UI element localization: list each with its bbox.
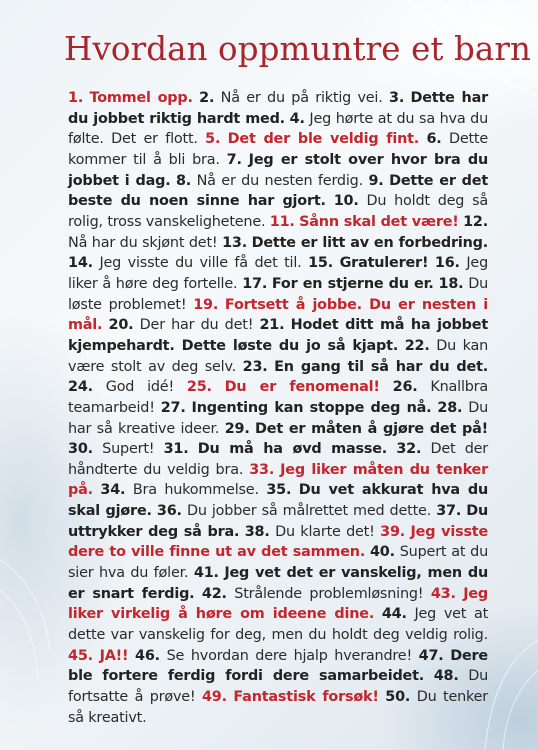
phrase-number: 9. — [368, 172, 384, 189]
encouragement-list — [68, 88, 488, 728]
phrase-text: Ingenting kan stoppe deg nå. — [191, 399, 432, 416]
phrase-item — [164, 441, 387, 457]
phrase-item — [187, 379, 380, 395]
phrase-number: 14. — [68, 255, 93, 272]
phrase-number: 13. — [222, 234, 247, 251]
phrase-text: Nå har du skjønt det! — [68, 234, 218, 251]
phrase-number: 21. — [259, 317, 285, 334]
phrase-number: 42. — [201, 585, 227, 602]
phrase-number: 32. — [396, 441, 422, 458]
phrase-text: Supert at du sier hva du føler. — [68, 544, 489, 582]
phrase-text: For en stjerne du er. — [271, 275, 434, 292]
phrase-text: Nå er du på riktig vei. — [220, 90, 383, 106]
phrase-number: 5. — [205, 131, 221, 148]
phrase-text: Tommel opp. — [89, 90, 193, 106]
phrase-number: 12. — [463, 213, 488, 230]
phrase-text: Du har så kreative ideer. — [68, 399, 489, 437]
phrase-text: Strålende problemløsning! — [234, 585, 424, 602]
phrase-number: 1. — [68, 90, 84, 106]
phrase-text: Du må ha øvd masse. — [197, 441, 388, 458]
phrase-number: 40. — [369, 544, 395, 561]
phrase-number: 15. — [308, 255, 333, 272]
phrase-number: 24. — [68, 379, 93, 396]
phrase-item — [176, 173, 363, 189]
phrase-number: 43. — [430, 585, 456, 602]
phrase-text: Du tenker så kreativt. — [68, 689, 489, 726]
phrase-text: Det er måten å gjøre det på! — [255, 420, 488, 437]
phrase-text: Jeg liker å høre deg fortelle. — [68, 255, 489, 292]
phrase-item — [109, 317, 254, 333]
phrase-text: Der har du det! — [139, 317, 254, 334]
phrase-text: Sånn skal det være! — [299, 213, 459, 230]
phrase-number: 27. — [160, 399, 186, 416]
page-title: Hvordan oppmuntre et barn — [64, 30, 532, 68]
phrase-item — [270, 214, 459, 230]
phrase-item — [205, 131, 419, 147]
phrase-text: Hodet ditt må ha jobbet kjempehardt. Dette løste du jo så kjapt. — [68, 317, 488, 354]
phrase-text: Bra hukommelse. — [132, 482, 259, 499]
phrase-text: Jeg liker virkelig å høre om ideene dine. — [68, 585, 489, 623]
phrase-text: Knallbra teamarbeid! — [68, 379, 489, 416]
phrase-number: 3. — [389, 90, 405, 106]
phrase-text: Jeg er stolt over hvor bra du jobbet i dag. — [68, 151, 488, 189]
phrase-number: 19. — [193, 296, 219, 313]
phrase-number: 36. — [156, 503, 182, 520]
phrase-number: 31. — [163, 441, 189, 458]
phrase-number: 2. — [199, 90, 215, 106]
phrase-number: 37. — [436, 503, 462, 520]
phrase-item — [245, 524, 375, 540]
phrase-text: Jeg visste dere to ville finne ut av det sammen. — [68, 523, 489, 561]
phrase-text: Fantastisk forsøk! — [233, 689, 379, 706]
phrase-item — [222, 235, 488, 251]
phrase-text: Dette er litt av en forbedring. — [251, 234, 489, 251]
phrase-number: 49. — [201, 689, 227, 706]
phrase-text: Du jobber så målrettet med dette. — [186, 503, 432, 520]
phrase-text: Du holdt deg så rolig, tross vanskelighetene. — [68, 193, 489, 230]
phrase-item — [68, 255, 302, 271]
phrase-text: Du er fenomenal! — [224, 379, 380, 396]
phrase-item — [242, 276, 434, 292]
phrase-text: Dette har du jobbet riktig hardt med. — [68, 90, 489, 127]
phrase-text: Du fortsatte å prøve! — [68, 668, 489, 706]
phrase-item — [199, 90, 382, 106]
phrase-number: 23. — [242, 358, 268, 375]
phrase-number: 8. — [175, 172, 192, 189]
phrase-number: 7. — [226, 151, 242, 168]
phrase-number: 17. — [242, 275, 268, 292]
phrase-item — [157, 503, 431, 519]
phrase-number: 30. — [68, 441, 93, 458]
phrase-item — [68, 648, 128, 664]
phrase-text: Du kan være stolt av deg selv. — [68, 337, 488, 375]
phrase-text: Jeg vet at dette var vanskelig for deg, men du holdt deg veldig rolig. — [68, 606, 489, 644]
phrase-number: 26. — [392, 379, 418, 396]
phrase-text: God idé! — [105, 379, 175, 396]
phrase-number: 6. — [426, 131, 442, 148]
phrase-text: Jeg visste du ville få det til. — [99, 255, 302, 272]
phrase-text: Du vet akkurat hva du skal gjøre. — [68, 482, 489, 520]
phrase-text: Dette kommer til å bli bra. — [68, 131, 489, 168]
phrase-number: 20. — [108, 317, 134, 334]
phrase-number: 44. — [381, 606, 407, 623]
phrase-text: Nå er du nesten ferdig. — [196, 172, 363, 189]
phrase-text: JA!! — [99, 647, 129, 664]
phrase-item — [68, 90, 193, 106]
phrase-item — [161, 400, 432, 416]
phrase-number: 22. — [404, 337, 430, 354]
phrase-text: Gratulerer! — [339, 255, 429, 272]
phrase-item — [308, 255, 428, 271]
phrase-text: Det der ble veldig fint. — [227, 131, 420, 148]
phrase-item — [225, 421, 488, 437]
phrase-number: 33. — [249, 461, 275, 478]
phrase-item — [135, 648, 412, 664]
phrase-number: 47. — [418, 647, 444, 664]
phrase-text: Jeg hørte at du sa hva du følte. Det er flott. — [68, 110, 489, 148]
phrase-number: 46. — [135, 647, 160, 664]
phrase-text: Dere ble fortere ferdig fordi dere samarbeidet. — [68, 647, 488, 685]
phrase-number: 25. — [186, 379, 212, 396]
phrase-text: Supert! — [102, 441, 155, 458]
phrase-number: 11. — [269, 213, 295, 230]
phrase-number: 16. — [434, 255, 460, 272]
phrase-number: 39. — [380, 523, 406, 540]
phrase-text: Jeg vet det er vanskelig, men du er snart ferdig. — [68, 565, 489, 602]
phrase-text: Du uttrykker deg så bra. — [68, 503, 489, 540]
phrase-item — [68, 379, 174, 395]
phrase-item — [100, 482, 258, 498]
phrase-text: Dette er det beste du noen sinne har gjort. — [68, 172, 489, 210]
phrase-item — [243, 359, 488, 375]
phrase-number: 34. — [100, 482, 126, 499]
phrase-item — [202, 689, 379, 705]
phrase-text: Jeg liker måten du tenker på. — [68, 461, 489, 499]
phrase-text: Se hvordan dere hjalp hverandre! — [166, 647, 413, 664]
phrase-text: Fortsett å jobbe. Du er nesten i mål. — [68, 296, 489, 334]
phrase-number: 50. — [385, 689, 411, 706]
phrase-number: 28. — [437, 399, 463, 416]
phrase-number: 10. — [333, 193, 359, 210]
phrase-number: 48. — [433, 668, 459, 685]
phrase-number: 45. — [68, 647, 93, 664]
phrase-item — [68, 441, 154, 457]
phrase-number: 29. — [224, 420, 250, 437]
phrase-item — [202, 586, 423, 602]
phrase-number: 41. — [193, 565, 219, 582]
phrase-text: Det der håndterte du veldig bra. — [68, 441, 489, 478]
phrase-number: 18. — [438, 275, 464, 292]
phrase-number: 35. — [266, 482, 292, 499]
phrase-number: 4. — [289, 110, 305, 127]
phrase-text: Du klarte det! — [275, 523, 375, 540]
phrase-text: En gang til så har du det. — [274, 358, 489, 375]
phrase-number: 38. — [244, 523, 270, 540]
phrase-text: Du løste problemet! — [68, 275, 489, 313]
